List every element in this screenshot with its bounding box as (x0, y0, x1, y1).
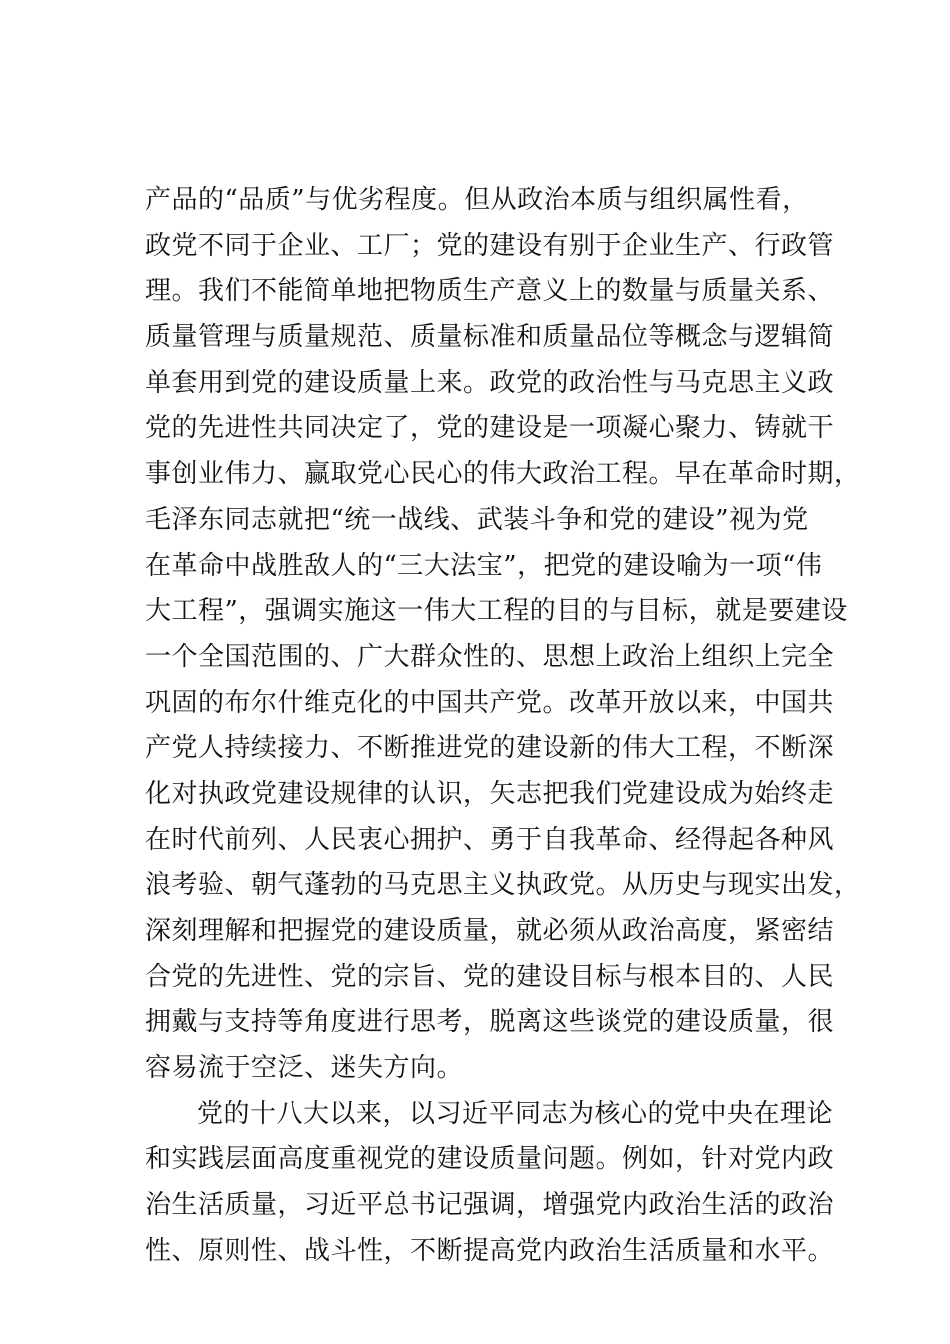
paragraph-1-line-5: 单套用到党的建设质量上来。政党的政治性与马克思主义政 (145, 367, 835, 398)
paragraph-2-line-2: 和实践层面高度重视党的建设质量问题。例如，针对党内政 (145, 1144, 835, 1175)
paragraph-2-line-1: 党的十八大以来，以习近平同志为核心的党中央在理论 (197, 1098, 834, 1129)
paragraph-1-line-17: 深刻理解和把握党的建设质量，就必须从政治高度，紧密结 (145, 916, 835, 946)
paragraph-1-line-19: 拥戴与支持等角度进行思考，脱离这些谈党的建设质量，很 (145, 1007, 835, 1038)
paragraph-1-line-18: 合党的先进性、党的宗旨、党的建设目标与根本目的、人民 (145, 961, 835, 992)
paragraph-1-line-7: 事创业伟力、赢取党心民心的伟大政治工程。早在革命时期， (145, 459, 861, 490)
paragraph-1-line-1: 产品的“品质”与优劣程度。但从政治本质与组织属性看， (145, 185, 809, 215)
document-body (145, 178, 861, 1275)
paragraph-1-line-10: 大工程”，强调实施这一伟大工程的目的与目标，就是要建设 (145, 596, 848, 627)
paragraph-2-line-3: 治生活质量，习近平总书记强调，增强党内政治生活的政治 (145, 1190, 835, 1221)
paragraph-1-line-11: 一个全国范围的、广大群众性的、思想上政治上组织上完全 (145, 641, 835, 672)
paragraph-1-line-20: 容易流于空泛、迷失方向。 (145, 1053, 464, 1084)
paragraph-1-line-16: 浪考验、朝气蓬勃的马克思主义执政党。从历史与现实出发， (145, 870, 861, 901)
paragraph-1-line-13: 产党人持续接力、不断推进党的建设新的伟大工程，不断深 (145, 733, 835, 764)
paragraph-1-line-8: 毛泽东同志就把“统一战线、武装斗争和党的建设”视为党 (145, 504, 809, 535)
paragraph-1-line-14: 化对执政党建设规律的认识，矢志把我们党建设成为始终走 (145, 778, 835, 809)
paragraph-1-line-4: 质量管理与质量规范、质量标准和质量品位等概念与逻辑简 (145, 322, 835, 353)
paragraph-2 (145, 1092, 845, 1275)
paragraph-1-line-9: 在革命中战胜敌人的“三大法宝”，把党的建设喻为一项“伟 (145, 550, 823, 581)
paragraph-1-line-6: 党的先进性共同决定了，党的建设是一项凝心聚力、铸就干 (145, 413, 835, 444)
paragraph-1 (145, 178, 861, 1092)
paragraph-2-line-4: 性、原则性、战斗性，不断提高党内政治生活质量和水平。 (145, 1235, 835, 1266)
paragraph-1-line-3: 理。我们不能简单地把物质生产意义上的数量与质量关系、 (145, 276, 835, 307)
paragraph-1-line-12: 巩固的布尔什维克化的中国共产党。改革开放以来，中国共 (145, 687, 835, 718)
paragraph-1-line-2: 政党不同于企业、工厂；党的建设有别于企业生产、行政管 (145, 230, 835, 261)
paragraph-1-line-15: 在时代前列、人民衷心拥护、勇于自我革命、经得起各种风 (145, 824, 835, 855)
